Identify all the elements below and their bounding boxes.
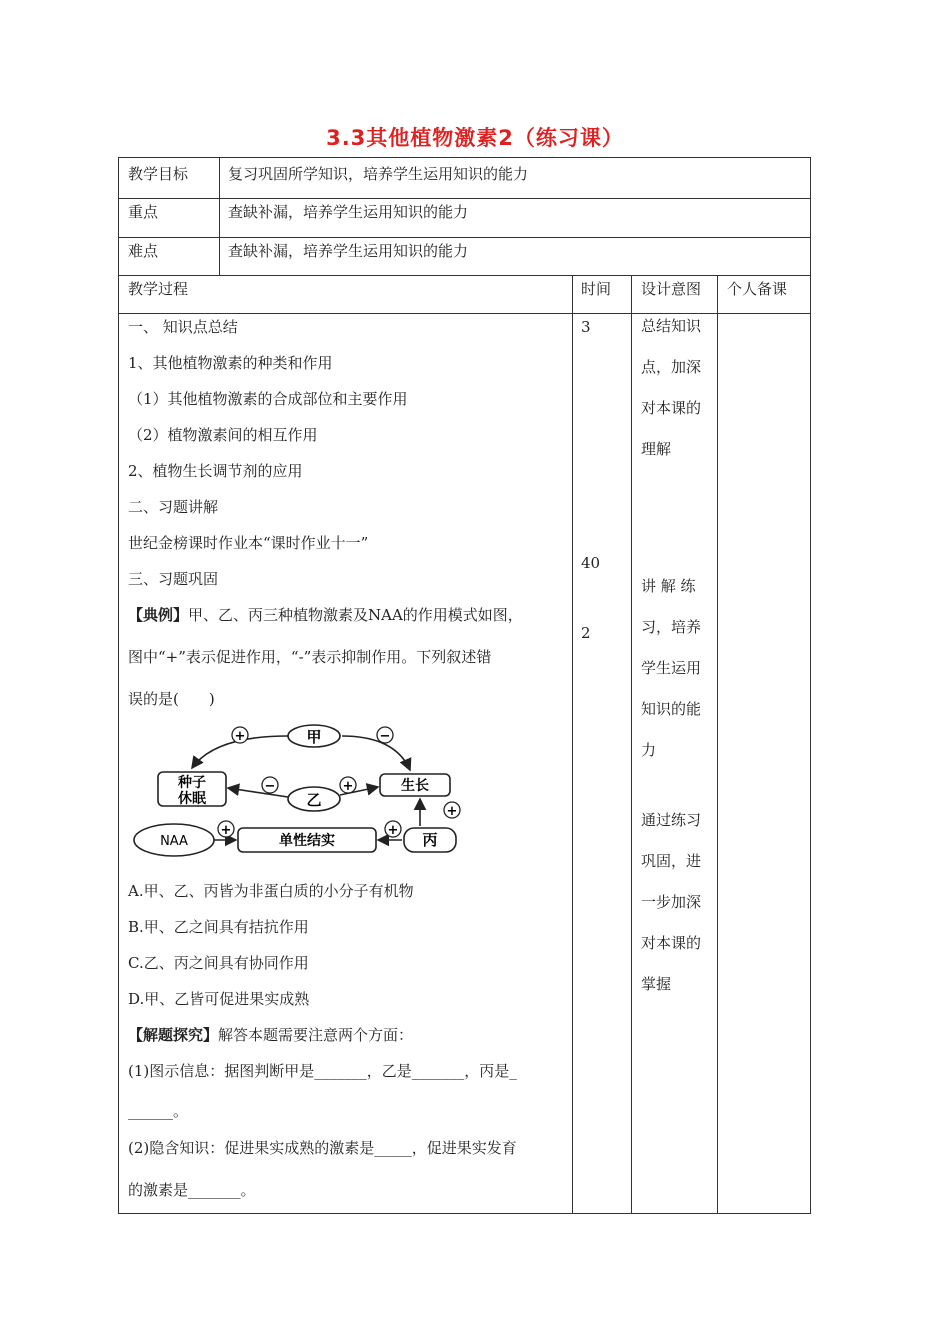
intent-line: 习，培养	[641, 618, 702, 636]
label-seed-2: 休眠	[178, 791, 206, 807]
intent-line: 点，加深	[641, 358, 702, 376]
intent-line: 对本课的	[641, 934, 702, 952]
analysis-heading	[128, 1025, 413, 1045]
time-value: 40	[581, 554, 601, 572]
col-divider	[631, 275, 632, 1214]
analysis-text: 解答本题需要注意两个方面：	[218, 1026, 414, 1044]
example-text: 甲、乙、丙三种植物激素及NAA的作用模式如图，	[188, 606, 523, 624]
intent-line: 掌握	[641, 975, 672, 993]
intent-line: 力	[641, 741, 657, 759]
row-divider	[118, 275, 811, 276]
sign-minus-label: −	[264, 779, 276, 794]
analysis-tag: 【解题探究】	[128, 1026, 219, 1044]
page-title: 3.3其他植物激素2（练习课）	[326, 126, 624, 150]
intent-line: 知识的能	[641, 700, 702, 718]
col-divider	[572, 275, 573, 1214]
sign-plus-label: +	[387, 823, 399, 838]
process-line: 误的是( )	[128, 690, 215, 708]
process-line: 二、习题讲解	[128, 498, 219, 516]
time-value: 2	[581, 624, 591, 642]
arrow-yi-to-seed	[228, 788, 288, 797]
sign-plus-label: +	[342, 779, 354, 794]
process-line: 一、 知识点总结	[128, 318, 238, 336]
intent-header: 设计意图	[641, 280, 702, 298]
goal-value: 复习巩固所学知识，培养学生运用知识的能力	[228, 165, 529, 183]
arrow-jia-to-growth	[342, 736, 410, 770]
intent-line: 一步加深	[641, 893, 702, 911]
sign-minus-label: −	[379, 729, 391, 744]
process-line: 2、植物生长调节剂的应用	[128, 462, 303, 480]
difficulty-value: 查缺补漏，培养学生运用知识的能力	[228, 242, 469, 260]
process-line: 的激素是_______。	[128, 1181, 256, 1199]
sign-plus-label: +	[446, 804, 458, 819]
time-value: 3	[581, 318, 591, 336]
example-tag: 【典例】	[128, 606, 189, 624]
difficulty-label: 难点	[128, 242, 159, 260]
intent-line: 对本课的	[641, 399, 702, 417]
process-line: (2)隐含知识：促进果实成熟的激素是_____，促进果实发育	[128, 1139, 517, 1157]
intent-block-summary	[641, 306, 713, 470]
intent-line: 讲 解 练	[641, 577, 696, 595]
intent-line: 巩固，进	[641, 852, 702, 870]
label-growth: 生长	[401, 778, 429, 794]
intent-line: 总结知识	[641, 317, 702, 335]
row-divider	[118, 237, 811, 238]
row-divider	[118, 198, 811, 199]
label-parthenocarpy: 单性结实	[279, 833, 335, 849]
label-naa: NAA	[160, 834, 188, 849]
intent-line: 理解	[641, 440, 672, 458]
intent-block-consolidate	[641, 800, 713, 1005]
keypoint-value: 查缺补漏，培养学生运用知识的能力	[228, 203, 469, 221]
process-line: （1）其他植物激素的合成部位和主要作用	[128, 390, 408, 408]
col-divider	[717, 275, 718, 1214]
keypoint-label: 重点	[128, 203, 159, 221]
intent-line: 学生运用	[641, 659, 702, 677]
hormone-diagram	[130, 722, 470, 862]
option-c: C.乙、丙之间具有协同作用	[128, 954, 309, 972]
example-question	[128, 605, 523, 625]
notes-header: 个人备课	[727, 280, 788, 298]
process-line: ______。	[128, 1102, 189, 1120]
process-line: 1、其他植物激素的种类和作用	[128, 354, 333, 372]
sign-plus-label: +	[220, 823, 232, 838]
goal-label: 教学目标	[128, 165, 189, 183]
time-header: 时间	[581, 280, 612, 298]
process-header: 教学过程	[128, 280, 189, 298]
process-line: 图中“+”表示促进作用，“-”表示抑制作用。下列叙述错	[128, 648, 492, 666]
option-b: B.甲、乙之间具有拮抗作用	[128, 918, 309, 936]
col-divider	[219, 157, 220, 275]
intent-block-practice	[641, 566, 713, 771]
sign-plus-label: +	[234, 729, 246, 744]
process-line: (1)图示信息：据图判断甲是_______，乙是_______，丙是_	[128, 1062, 517, 1080]
process-line: （2）植物激素间的相互作用	[128, 426, 318, 444]
option-a: A.甲、乙、丙皆为非蛋白质的小分子有机物	[128, 882, 414, 900]
label-yi: 乙	[306, 791, 322, 809]
process-line: 世纪金榜课时作业本“课时作业十一”	[128, 534, 369, 552]
label-seed-1: 种子	[178, 775, 206, 791]
intent-line: 通过练习	[641, 811, 702, 829]
process-line: 三、习题巩固	[128, 570, 219, 588]
option-d: D.甲、乙皆可促进果实成熟	[128, 990, 310, 1008]
label-bing: 丙	[422, 831, 438, 849]
label-jia: 甲	[306, 728, 322, 746]
